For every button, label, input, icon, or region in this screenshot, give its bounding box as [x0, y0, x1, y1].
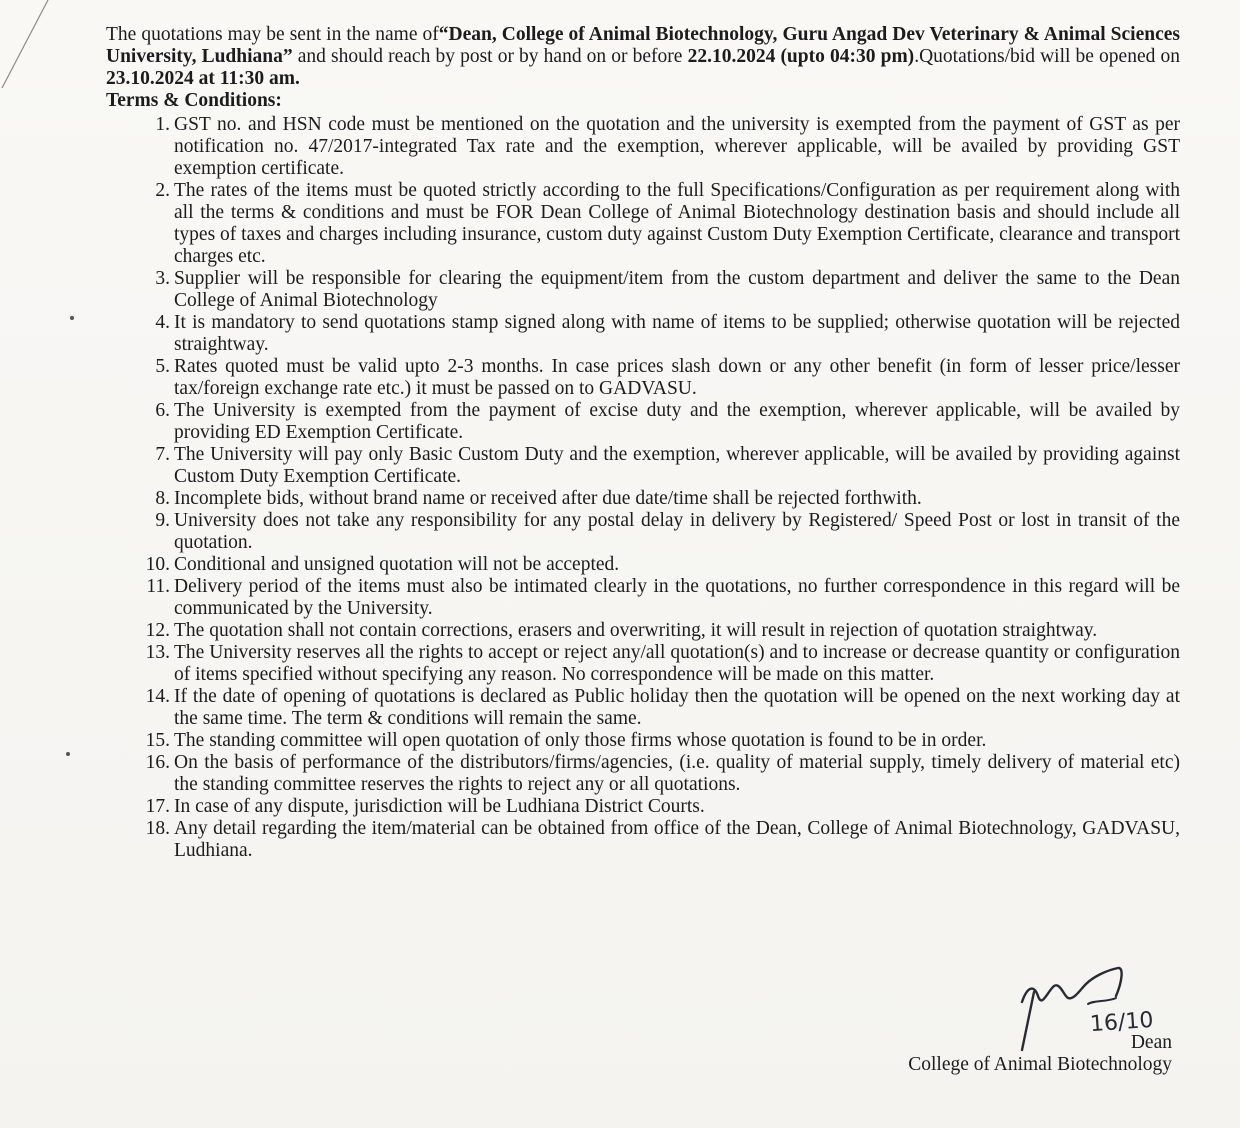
signature-block [872, 962, 1172, 1082]
term-item [106, 642, 1180, 686]
term-text: University does not take any responsibility for any postal delay in delivery by Registered/ Speed Post or lost in transit of the quotation. [174, 510, 1180, 553]
term-item [106, 400, 1180, 444]
term-number: 11. [146, 576, 170, 597]
terms-heading: Terms & Conditions: [106, 90, 282, 111]
term-number: 13. [145, 642, 170, 663]
term-text: Conditional and unsigned quotation will not be accepted. [174, 554, 620, 575]
term-item [106, 510, 1180, 554]
intro-text: The quotations may be sent in the name of [106, 24, 439, 45]
term-item [106, 752, 1180, 796]
term-number: 17. [145, 796, 170, 817]
term-item [106, 114, 1180, 180]
term-item [106, 312, 1180, 356]
term-number: 18. [145, 818, 170, 839]
term-number: 15. [145, 730, 170, 751]
due-date: 22.10.2024 (upto 04:30 pm) [687, 46, 915, 67]
term-number: 8. [155, 488, 170, 509]
intro-paragraph [106, 24, 1180, 90]
term-item [106, 818, 1180, 862]
term-number: 9. [155, 510, 170, 531]
term-text: On the basis of performance of the distributors/firms/agencies, (i.e. quality of material supply, timely delivery of material etc) the standing committee reserves the rights to reject any or all quotations. [174, 752, 1180, 795]
scan-speck [70, 316, 74, 320]
term-item [106, 576, 1180, 620]
term-text: The University is exempted from the payment of excise duty and the exemption, wherever applicable, will be availed by providing ED Exemption Certificate. [174, 400, 1180, 443]
term-text: The University will pay only Basic Custom Duty and the exemption, wherever applicable, will be availed by providing against Custom Duty Exemption Certificate. [174, 444, 1180, 487]
opening-date: 23.10.2024 at 11:30 am. [106, 68, 300, 89]
term-text: The rates of the items must be quoted strictly according to the full Specifications/Configuration as per requirement along with all the terms & conditions and must be FOR Dean College of Animal Biotechnology destination basis and should include all types of taxes and charges including insurance, custom duty against Custom Duty Exemption Certificate, clearance and transport charges etc. [174, 180, 1180, 267]
term-number: 2. [155, 180, 170, 201]
page-fold-mark [0, 0, 60, 90]
term-number: 14. [145, 686, 170, 707]
term-text: The University reserves all the rights to accept or reject any/all quotation(s) and to increase or decrease quantity or configuration of items specified without specifying any reason. No correspondence will be made on this matter. [174, 642, 1180, 685]
term-number: 4. [155, 312, 170, 333]
intro-text: .Quotations/bid will be opened on [914, 46, 1180, 67]
term-text: Any detail regarding the item/material can be obtained from office of the Dean, College of Animal Biotechnology, GADVASU, Ludhiana. [174, 818, 1180, 861]
term-text: Rates quoted must be valid upto 2-3 months. In case prices slash down or any other benefit (in form of lesser price/lesser tax/foreign exchange rate etc.) it must be passed on to GADVASU. [174, 356, 1180, 399]
term-text: The quotation shall not contain corrections, erasers and overwriting, it will result in rejection of quotation straightway. [174, 620, 1098, 641]
term-text: The standing committee will open quotation of only those firms whose quotation is found to be in order. [174, 730, 987, 751]
term-text: Incomplete bids, without brand name or received after due date/time shall be rejected forthwith. [174, 488, 922, 509]
term-text: In case of any dispute, jurisdiction will be Ludhiana District Courts. [174, 796, 705, 817]
signatory-institution: College of Animal Biotechnology [908, 1054, 1172, 1075]
term-number: 7. [155, 444, 170, 465]
term-item [106, 730, 1180, 752]
document-body [106, 24, 1180, 862]
term-item [106, 444, 1180, 488]
term-item [106, 268, 1180, 312]
handwritten-signature [872, 962, 1172, 1052]
term-item [106, 620, 1180, 642]
intro-text: and should reach by post or by hand on or before [292, 46, 688, 67]
term-number: 5. [155, 356, 170, 377]
term-number: 1. [155, 114, 170, 135]
handwritten-date: 16/10 [1089, 1007, 1155, 1038]
term-number: 12. [145, 620, 170, 641]
signatory-title: Dean [1130, 1032, 1172, 1053]
term-item [106, 356, 1180, 400]
term-text: It is mandatory to send quotations stamp signed along with name of items to be supplied; otherwise quotation will be rejected straightway. [174, 312, 1180, 355]
term-number: 10. [145, 554, 170, 575]
term-item [106, 554, 1180, 576]
addressee: “Dean, College of Animal Biotechnology, Guru Angad Dev Veterinary & Animal Sciences University, Ludhiana” [106, 24, 1180, 67]
term-number: 16. [145, 752, 170, 773]
term-text: Supplier will be responsible for clearing the equipment/item from the custom department and deliver the same to the Dean College of Animal Biotechnology [174, 268, 1180, 311]
term-text: GST no. and HSN code must be mentioned on the quotation and the university is exempted from the payment of GST as per notification no. 47/2017-integrated Tax rate and the exemption, wherever applicable, will be availed by providing GST exemption certificate. [174, 114, 1180, 179]
term-number: 6. [155, 400, 170, 421]
term-item [106, 686, 1180, 730]
terms-list [106, 114, 1180, 862]
term-text: If the date of opening of quotations is declared as Public holiday then the quotation will be opened on the next working day at the same time. The term & conditions will remain the same. [174, 686, 1180, 729]
term-number: 3. [155, 268, 170, 289]
term-text: Delivery period of the items must also be intimated clearly in the quotations, no further correspondence in this regard will be communicated by the University. [174, 576, 1180, 619]
scan-speck [66, 752, 70, 756]
term-item [106, 796, 1180, 818]
term-item [106, 180, 1180, 268]
term-item [106, 488, 1180, 510]
